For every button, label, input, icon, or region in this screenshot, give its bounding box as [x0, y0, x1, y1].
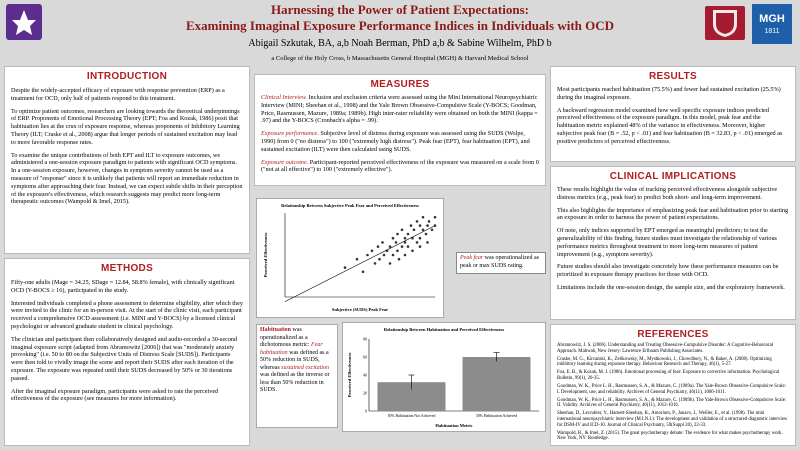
scatter-point: [392, 254, 395, 257]
measures-panel: [254, 74, 546, 186]
scatter-point: [419, 224, 422, 227]
clinical-p3: Of note, only indices supported by EPT emerged as meaningful predictors; to test the generalizability of this finding, future studies must investigate the relationship of various performance metrics throughout treatment to more long-term measures of patient improvement (e.g., symptom severity).: [557, 227, 777, 258]
bar-y-tick-label: 20: [363, 390, 367, 396]
sustained-excitation-term: sustained excitation: [281, 364, 329, 371]
bar-y-tick-label: 40: [363, 372, 367, 378]
clinical-p4: Future studies should also investigate concretely how these performance measures can be prioritized in exposure therapy practices for those with OCD.: [557, 263, 779, 279]
scatter-point: [377, 245, 380, 248]
scatter-point: [374, 262, 377, 265]
sustained-excitation-text: was defined as the inverse or less than 50% reduction in SUDS.: [260, 372, 330, 393]
clinical-p2: This also highlights the importance of emphasizing peak fear and habituation prior to starting an exposure in order to harness the power of patient expectations.: [557, 206, 789, 222]
fear-habituation-term: Fear habituation: [260, 342, 323, 356]
reference-item: Goodman, W. K., Price L. H., Rasmussen, S. A., & Mazure, C. (1989a). The Yale-Brown Obsessive-Compulsive Scale: I. Development, use, and reliability. Archives of General Psychiatry, 46(11), 1006-1011.: [557, 384, 786, 395]
scatter-point: [428, 220, 431, 223]
methods-heading: METHODS: [100, 263, 154, 274]
scatter-title: Relationship Between Subjective Peak Fear and Perceived Effectiveness: [281, 203, 419, 208]
bar-y-tick-label: 0: [365, 408, 367, 414]
bar-y-tick-label: 60: [363, 354, 367, 360]
scatter-point: [401, 245, 404, 248]
scatter-point: [366, 254, 369, 257]
scatter-point: [422, 229, 425, 232]
scatter-point: [407, 233, 410, 236]
scatter-point: [407, 245, 410, 248]
bar-ylabel: Perceived Effectiveness: [347, 352, 352, 398]
methods-panel: [4, 258, 250, 446]
results-heading: RESULTS: [648, 71, 698, 82]
measures-ci-label: Clinical Interview.: [261, 94, 307, 101]
poster-title-line1: Harnessing the Power of Patient Expectations:: [271, 2, 529, 17]
reference-item: Abramowitz, J. S. (2006). Understanding and Treating Obsessive-Compulsive Disorder: A Cognitive-Behavioral Approach. Mahwah, New Jersey: Lawrence Erlbaum Publishing Associates.: [557, 343, 774, 354]
authors: Abigail Szkutak, BA, a,b Noah Berman, PhD a,b & Sabine Wilhelm, PhD b: [248, 38, 552, 49]
references-heading: REFERENCES: [637, 329, 709, 340]
bar-title: Relationship Between Habituation and Perceived Effectiveness: [383, 327, 505, 332]
reference-item: Wampold, B., & Imel, Z. (2015). The great psychotherapy debate: The evidence for what makes psychotherapy work. New York, NY: Routledge.: [557, 430, 783, 442]
bar-xlabel: Habituation Metric: [435, 423, 473, 428]
introduction-heading: INTRODUCTION: [86, 71, 168, 82]
scatter-point: [431, 229, 434, 232]
measures-eo-text: Participant-reported perceived effectiveness of the exposure was measured on a scale from 0 ("not at all effective") to 100 ("extremely effective").: [261, 158, 539, 174]
scatter-point: [371, 250, 374, 253]
scatter-point: [404, 237, 407, 240]
scatter-point: [410, 224, 413, 227]
poster-title-line2: Examining Imaginal Exposure Performance Indices in Individuals with OCD: [185, 18, 615, 33]
methods-p2: Interested individuals completed a phone assessment to determine eligibility, after which they were invited to the clinic for an in-person visit. At the start of the clinic visit, each participant received a comprehensive OCD assessment (i.e. MINI and Y-BOCS) by a licensed clinical psychologist or advanced graduate student in clinical psychology.: [11, 299, 243, 330]
scatter-trendline: [285, 226, 435, 302]
scatter-point: [416, 241, 419, 244]
scatter-point: [426, 224, 429, 227]
scatter-point: [419, 245, 422, 248]
scatter-point: [362, 271, 365, 274]
scatter-point: [416, 220, 419, 223]
scatter-point: [434, 224, 437, 227]
scatter-point: [422, 216, 425, 219]
measures-ep-label: Exposure performance.: [261, 130, 319, 138]
references-panel: [550, 324, 796, 446]
scatter-point: [356, 258, 359, 261]
harvard-shield-logo: [705, 6, 745, 40]
scatter-point: [395, 241, 398, 244]
mgh-logo-text: MGH: [759, 13, 785, 25]
clinical-heading: CLINICAL IMPLICATIONS: [609, 171, 737, 182]
scatter-point: [411, 250, 414, 253]
measures-heading: MEASURES: [370, 79, 430, 90]
habituation-term: Habituation: [260, 327, 292, 333]
habituation-text1: was operationalized as a dichotomous metric:: [260, 327, 310, 348]
methods-p1: Fifty-one adults (Mage = 34.25, SDage = 12.84, 58.8% female), with clinically significant OCD (Y-BOCS ≥ 16), participated in the study.: [11, 279, 235, 294]
methods-p3: The clinician and participant then collaboratively designed and audio-recorded a 30-second imaginal exposure script (adapted from Abramowitz [2006]) that was "moderately anxiety provoking" (i.e. 50 to 80 on the Subjective Units of Distress Scale [SUDS]). Participants were then told to vividly image the scene and report their SUDS after each iteration of the exposure. The exposure was repeated until their SUDS decreased by 50% or 30 iterations passed.: [11, 335, 238, 382]
peak-fear-callout: [456, 252, 546, 274]
scatter-point: [389, 245, 392, 248]
peak-fear-term: Peak fear: [460, 255, 484, 261]
measures-eo-label: Exposure outcome.: [261, 158, 309, 166]
scatter-point: [426, 241, 429, 244]
scatter-point: [381, 241, 384, 244]
scatter-chart: [257, 199, 443, 317]
poster-header: [0, 0, 800, 66]
clinical-implications-panel: [550, 166, 796, 320]
scatter-point: [378, 258, 381, 261]
scatter-point: [396, 233, 399, 236]
scatter-point: [434, 216, 437, 219]
scatter-point: [413, 229, 416, 232]
bar-chart-panel: [342, 322, 546, 432]
scatter-point: [398, 258, 401, 261]
mgh-logo: [752, 4, 792, 44]
bar-chart: [343, 323, 545, 431]
scatter-ylabel: Perceived Effectiveness: [263, 232, 268, 278]
introduction-p2: To optimize patient outcomes, researchers are looking towards the theoretical underpinnings of ERP. Proponents of Emotional Processing Theory (EPT; Foa and Kozak, 1986) posit that habituation lies at the crux of exposure response, whereas proponents of Inhibitory Learning Theory (ILT; Craske et al., 2008) argue that longer periods of sustained excitation may lead to more favorable response rates.: [11, 107, 240, 146]
bar: [463, 357, 531, 411]
scatter-point: [419, 237, 422, 240]
clinical-p1: These results highlight the value of tracking perceived effectiveness alongside subjective distress metrics (e.g., peak fear) to predict both short- and long-term improvement.: [557, 186, 778, 201]
measures-ci-text: Inclusion and exclusion criteria were assessed using the Mini International Neuropsychiatric Interview (MINI; Sheehan et al., 1998) and the Yale Brown Obsessive-Compulsive Scale (Y-BOCS; Goodman, Price, Rasmussen, Mazure, 1989a; 1989b). High inter-rater reliability were obtained on both the MINI (kappa = .97) and the Y-BOCS (Cronbach's alpha = .99).: [261, 94, 538, 125]
reference-item: Craske, M. G., Kircanski, K., Zelikowsky, M., Mystkowski, J., Chowdhury, N., & Baker, A. (2008). Optimizing inhibitory learning during exposure therapy. Behaviour Research and Therapy, 46(1), 5-27.: [557, 356, 772, 368]
scatter-point: [425, 233, 428, 236]
results-panel: [550, 66, 796, 162]
scatter-point: [389, 262, 392, 265]
scatter-point: [401, 229, 404, 232]
scatter-chart-panel: [256, 198, 444, 318]
scatter-point: [383, 254, 386, 257]
results-p1: Most participants reached habituation (75.5%) and fewer had sustained excitation (25.5%) during the imaginal exposure.: [557, 86, 781, 101]
clinical-p5: Limitations include the one-session design, the sample size, and the exploratory framework.: [557, 283, 785, 291]
scatter-xlabel: Subjective (SUDS) Peak Fear: [331, 307, 389, 312]
references-list: [557, 343, 789, 442]
fear-habituation-text: was defined as a 50% reduction in SUDS, whereas: [260, 349, 329, 371]
scatter-point: [404, 254, 407, 257]
introduction-p1: Despite the widely-accepted efficacy of exposure with response prevention (ERP) as a treatment for OCD, only half of patients respond to this treatment.: [11, 87, 225, 102]
reference-item: Goodman, W. K., Price L. H., Rasmussen, S. A., & Mazure, C. (1989b). The Yale-Brown Obsessive-Compulsive Scale: II. Validity. Archives of General Psychiatry, 46(11), 1012-1016.: [557, 397, 787, 409]
habituation-callout: [256, 324, 338, 428]
bar-category-label: 50% Habituation Not Achieved: [387, 414, 436, 418]
methods-p4: After the imaginal exposure paradigm, participants were asked to rate the perceived effectiveness of the exposure (see measures for more information).: [11, 387, 219, 403]
introduction-p3: To examine the unique contributions of both EPT and ILT to exposure outcomes, we administered a one-session exposure paradigm to patients with significant OCD symptoms. In a one-session exposure, however, changes in symptom severity cannot be used as a measure of "response" since it is unlikely that patients will report an immediate reduction in symptoms after approaching their fear. Instead, we can expect subtle shifts in their perception of the exposure's effectiveness, which research suggests may predict more long-term therapeutic outcomes (Wampold & Imel, 2015).: [11, 151, 243, 206]
scatter-point: [396, 250, 399, 253]
scatter-point: [392, 237, 395, 240]
reference-item: Foa, E. B., & Kozak, M. J. (1986). Emotional processing of fear: Exposure to corrective information. Psychological Bulletin, 99(1), 20-35.: [557, 370, 780, 381]
bar-y-tick-label: 80: [363, 336, 367, 342]
bar-category-label: 50% Habituation Achieved: [475, 414, 518, 418]
peak-fear-text: was operationalized as peak or max SUDS rating.: [460, 255, 539, 269]
affiliations: a College of the Holy Cross, b Massachusetts General Hospital (MGH) & Harvard Medical School: [271, 55, 529, 62]
holy-cross-logo: [6, 4, 42, 40]
reference-item: Sheehan, D., Lecrubier, Y., Harnett-Sheehan, K., Amorium, P., Janavs, J., Weiller, E., et al. (1998). The mini international neuropsychiatric interview (M.I.N.I.): The development and validation of a structured diagnostic interview for DSM-IV and ICD-10. Journal of Clinical Psychiatry, 59(Suppl 20), 22-33.: [557, 411, 788, 428]
introduction-panel: [4, 66, 250, 254]
scatter-point: [344, 266, 347, 269]
results-p2: A backward regression model examined how well specific exposure indices predicted perceived effectiveness of the exposure paradigm. In this model, peak fear and the habituation metric explained 48% of the variance in effectiveness. Moreover, higher subjective peak fear (B = .52, p < .01) and fear habituation (B = 32.83, p < .01) emerged as positive predictors of perceived effectiveness.: [557, 106, 783, 145]
mgh-logo-year: 1811: [764, 28, 780, 35]
measures-ep-text: Subjective level of distress during exposure was assessed using the SUDS (Wolpe, 1990) from 0 ("no distress") to 100 ("extremely high distress"). Peak fear (EPT), fear habituation (EPT), and sustained excitation (ILT) were then calculated using SUDS.: [261, 130, 530, 153]
